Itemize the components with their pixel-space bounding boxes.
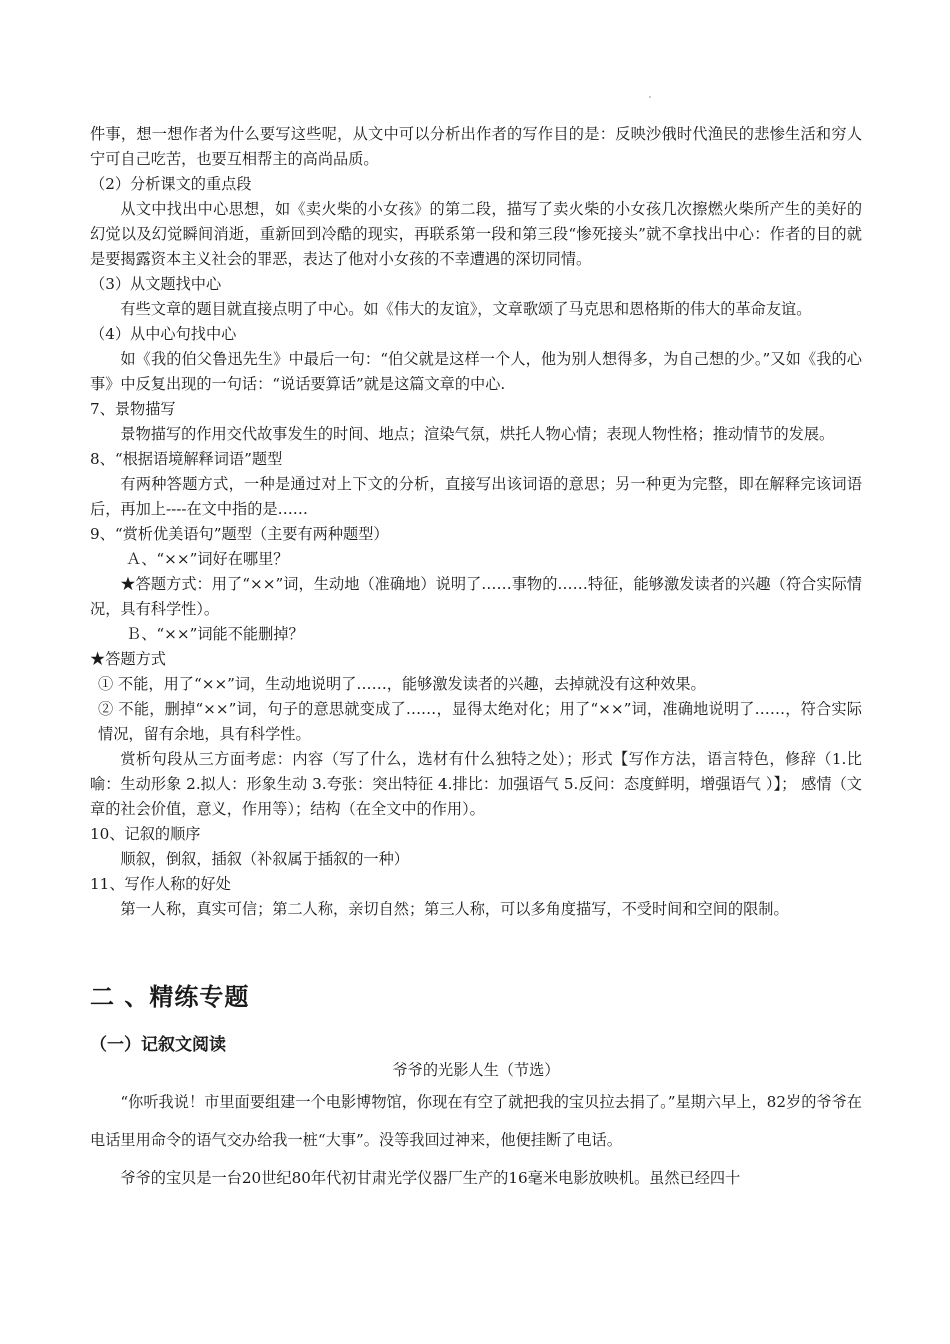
paragraph-key-paragraph: 从文中找出中心思想，如《卖火柴的小女孩》的第二段，描写了卖火柴的小女孩几次擦燃火柴所产生的美好的幻觉以及幻觉瞬间消逝，重新回到冷酷的现实，再联系第一段和第三段“惨死接头”就不拿找出中心：作者的目的就是要揭露资本主义社会的罪恶，表达了他对小女孩的不幸遭遇的深切同情。 <box>90 200 862 268</box>
appreciation-paragraph: 赏析句段从三方面考虑：内容（写了什么，选材有什么独特之处）；形式【写作方法，语言特色，修辞（1.比喻：生动形象 2.拟人：形象生动 3.夸张：突出特征 4.排比：加强语气 5.反问：态度鲜明，增强语气 ）】； 感情（文章的社会价值，意义，作用等）；结构（在全文中的作用）。 <box>90 750 862 818</box>
section-heading: 二 、精练专题 <box>90 983 250 1011</box>
answer-b-label: ★答题方式 <box>90 650 166 668</box>
article-title: 爷爷的光影人生（节选） <box>392 1061 560 1079</box>
paragraph-center-sentence: 如《我的伯父鲁迅先生》中最后一句：“伯父就是这样一个人，他为别人想得多，为自己想的少。”又如《我的心事》中反复出现的一句话：“说话要算话”就是这篇文章的中心. <box>90 350 862 393</box>
article-paragraph-2: 爷爷的宝贝是一台20世纪80年代初甘肃光学仪器厂生产的16毫米电影放映机。虽然已经四十 <box>120 1169 741 1187</box>
item-7-paragraph: 景物描写的作用交代故事发生的时间、地点；渲染气氛，烘托人物心情；表现人物性格；推动情节的发展。 <box>120 425 835 443</box>
item-10-heading: 10、记叙的顺序 <box>90 825 201 843</box>
item-9-heading: 9、“赏析优美语句”题型（主要有两种题型） <box>90 525 389 543</box>
answer-b-option-2: ② 不能，删掉“××”词，句子的意思就变成了……，显得太绝对化；用了“××”词，准确地说明了……，符合实际情况，留有余地，具有科学性。 <box>98 700 862 743</box>
scan-dot <box>649 96 651 98</box>
question-a: Ａ、“××”词好在哪里？ <box>126 550 289 568</box>
subsection-heading: （一）记叙文阅读 <box>90 1035 226 1055</box>
document-body <box>90 122 862 1197</box>
subheading-key-paragraph: （2）分析课文的重点段 <box>90 175 252 193</box>
subheading-title-center: （3）从文题找中心 <box>90 275 222 293</box>
item-8-paragraph: 有两种答题方式，一种是通过对上下文的分析，直接写出该词语的意思；另一种更为完整，即在解释完该词语后，再加上----在文中指的是…… <box>90 475 862 518</box>
subheading-center-sentence: （4）从中心句找中心 <box>90 325 237 343</box>
item-11-heading: 11、写作人称的好处 <box>90 875 231 893</box>
paragraph-continuation: 件事，想一想作者为什么要写这些呢，从文中可以分析出作者的写作目的是：反映沙俄时代渔民的悲惨生活和穷人宁可自己吃苦，也要互相帮主的高尚品质。 <box>90 125 862 168</box>
item-10-paragraph: 顺叙，倒叙，插叙（补叙属于插叙的一种） <box>120 850 409 868</box>
question-b: Ｂ、“××”词能不能删掉？ <box>126 625 304 643</box>
article-paragraph-1: “你听我说！市里面要组建一个电影博物馆，你现在有空了就把我的宝贝拉去捐了。”星期六早上，82岁的爷爷在电话里用命令的语气交办给我一桩“大事”。没等我回过神来，他便挂断了电话。 <box>90 1093 862 1149</box>
paragraph-title-center: 有些文章的题目就直接点明了中心。如《伟大的友谊》，文章歌颂了马克思和恩格斯的伟大的革命友谊。 <box>120 300 812 318</box>
item-7-heading: 7、景物描写 <box>90 400 176 418</box>
item-11-paragraph: 第一人称，真实可信；第二人称，亲切自然；第三人称，可以多角度描写，不受时间和空间的限制。 <box>120 900 789 918</box>
answer-a: ★答题方式：用了“××”词，生动地（准确地）说明了……事物的……特征，能够激发读者的兴趣（符合实际情况，具有科学性）。 <box>90 575 862 618</box>
answer-b-option-1: ① 不能，用了“××”词，生动地说明了……，能够激发读者的兴趣，去掉就没有这种效果。 <box>98 675 706 693</box>
item-8-heading: 8、“根据语境解释词语”题型 <box>90 450 283 468</box>
